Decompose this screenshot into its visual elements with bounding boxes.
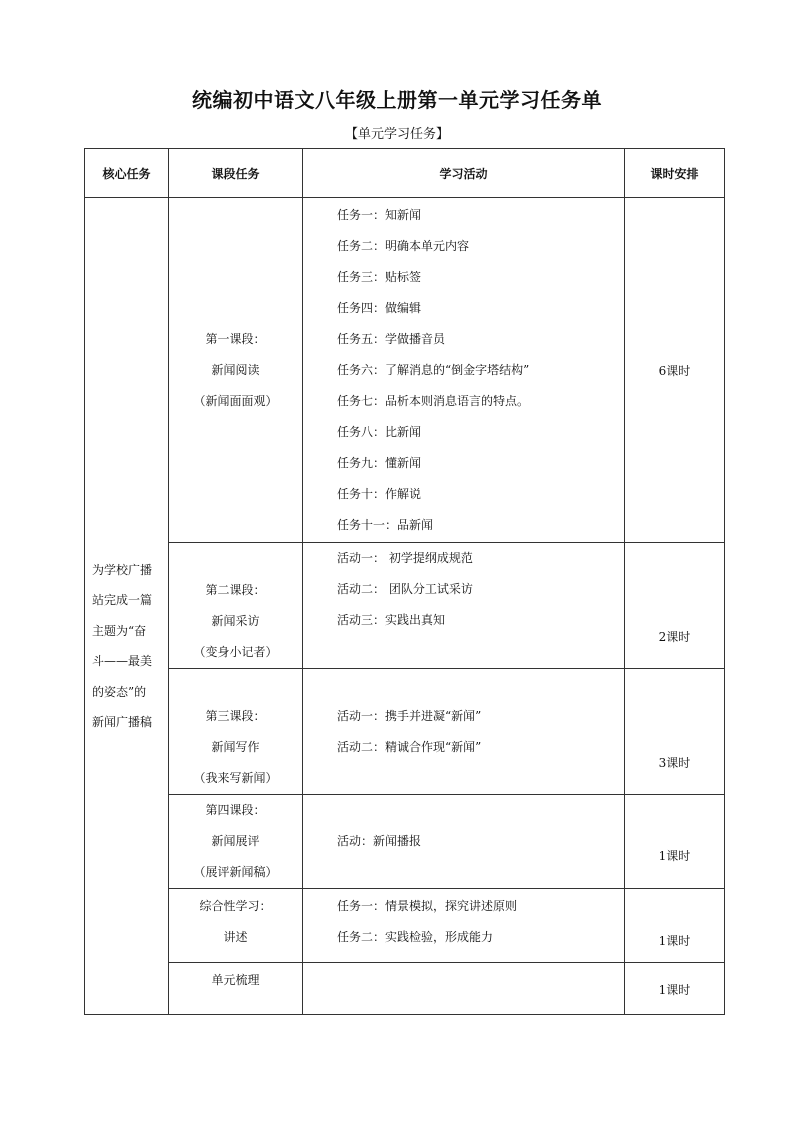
stage-cell <box>169 795 303 889</box>
core-task-cell <box>85 198 169 1015</box>
stage-line: 第四课段： <box>205 803 266 817</box>
activity-item: 任务七：品析本则消息语言的特点。 <box>337 393 530 408</box>
table-row <box>85 543 725 669</box>
header-stage-task: 课段任务 <box>169 149 303 198</box>
hours-cell: 1课时 <box>625 889 725 963</box>
activity-cell <box>303 795 625 889</box>
activity-item: 任务八：比新闻 <box>337 424 422 439</box>
header-core-task: 核心任务 <box>85 149 169 198</box>
activity-item: 活动二：精诚合作现“新闻” <box>337 740 482 754</box>
stage-line: （我来写新闻） <box>193 771 278 785</box>
activity-item: 任务四：做编辑 <box>337 300 422 315</box>
core-task-line: 为学校广播 <box>92 562 153 577</box>
stage-line: 第三课段： <box>205 709 266 723</box>
activity-item: 活动一：携手并进凝“新闻” <box>337 709 482 723</box>
header-hours: 课时安排 <box>625 149 725 198</box>
activity-cell <box>303 198 625 543</box>
stage-line: （新闻面面观） <box>193 393 278 408</box>
stage-cell <box>169 669 303 795</box>
hours-cell: 3课时 <box>625 669 725 795</box>
activity-item: 任务九：懂新闻 <box>337 455 422 470</box>
table-row <box>85 669 725 795</box>
table-row <box>85 198 725 543</box>
activity-item: 活动：新闻播报 <box>337 834 422 848</box>
table-row <box>85 795 725 889</box>
stage-cell <box>169 543 303 669</box>
stage-line: 单元梳理 <box>211 973 260 987</box>
core-task-line: 的姿态”的 <box>92 684 147 699</box>
activity-item: 任务三：贴标签 <box>337 269 422 284</box>
activity-item: 任务十一：品新闻 <box>337 517 434 532</box>
activity-item: 任务一：知新闻 <box>337 207 422 222</box>
activity-item: 任务六：了解消息的“倒金字塔结构” <box>337 362 530 377</box>
activity-cell <box>303 543 625 669</box>
core-task-line: 新闻广播稿 <box>92 715 153 729</box>
stage-line: 综合性学习： <box>199 899 272 913</box>
hours-cell: 2课时 <box>625 543 725 669</box>
stage-line: （展评新闻稿） <box>193 865 278 879</box>
stage-line: （变身小记者） <box>193 645 278 659</box>
activity-cell <box>303 889 625 963</box>
activity-cell <box>303 963 625 1015</box>
stage-line: 第一课段： <box>205 331 266 346</box>
activity-item: 活动一： 初学提纲成规范 <box>337 551 473 565</box>
stage-line: 新闻展评 <box>211 834 260 848</box>
section-subtitle: 【单元学习任务】 <box>344 127 449 142</box>
header-activity: 学习活动 <box>303 149 625 198</box>
activity-item: 任务二：实践检验，形成能力 <box>337 930 494 944</box>
stage-cell <box>169 198 303 543</box>
stage-line: 新闻阅读 <box>211 362 260 377</box>
stage-line: 第二课段： <box>205 583 266 597</box>
table-header-row <box>85 149 725 198</box>
activity-item: 活动二： 团队分工试采访 <box>337 582 473 596</box>
stage-cell <box>169 963 303 1015</box>
stage-line: 新闻写作 <box>211 740 260 754</box>
core-task-line: 站完成一篇 <box>92 593 153 607</box>
activity-item: 任务二：明确本单元内容 <box>337 238 470 253</box>
stage-cell <box>169 889 303 963</box>
core-task-line: 主题为“奋 <box>92 623 147 638</box>
activity-item: 活动三：实践出真知 <box>337 613 446 627</box>
page-title: 统编初中语文八年级上册第一单元学习任务单 <box>192 88 602 112</box>
hours-cell: 1课时 <box>625 795 725 889</box>
table-row <box>85 889 725 963</box>
task-table <box>84 148 725 1015</box>
stage-line: 讲述 <box>223 930 248 944</box>
table-row <box>85 963 725 1015</box>
activity-cell <box>303 669 625 795</box>
core-task-line: 斗——最美 <box>92 654 153 668</box>
hours-cell: 6课时 <box>625 198 725 543</box>
activity-item: 任务十：作解说 <box>337 486 422 501</box>
activity-item: 任务五：学做播音员 <box>337 331 446 346</box>
activity-item: 任务一：情景模拟，探究讲述原则 <box>337 899 518 913</box>
stage-line: 新闻采访 <box>211 614 260 628</box>
hours-cell: 1课时 <box>625 963 725 1015</box>
